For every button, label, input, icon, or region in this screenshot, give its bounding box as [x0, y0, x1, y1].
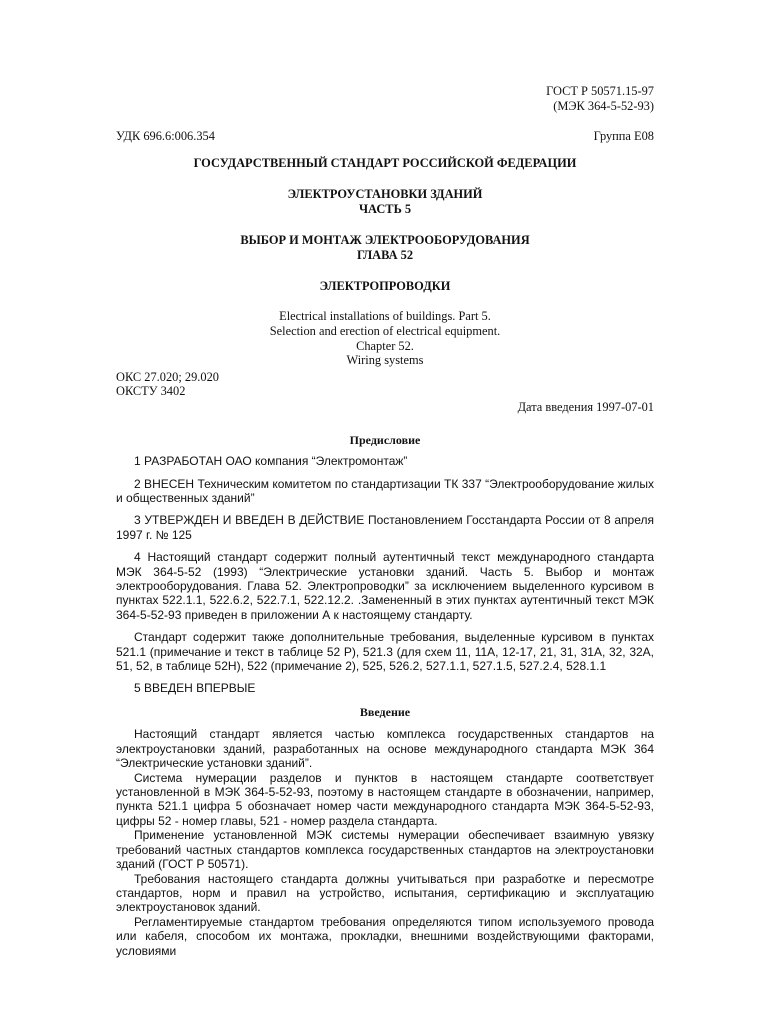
- english-title-line: Electrical installations of buildings. Part 5.: [279, 309, 491, 324]
- foreword-paragraph: 1 РАЗРАБОТАН ОАО компания “Электромонтаж”: [134, 454, 408, 469]
- introduction-paragraph: Требования настоящего стандарта должны учитываться при разработке и пересмотре стандартов, норм и правил на устройство, испытания, сертификацию и эксплуатацию электроустановок зданий.: [116, 871, 654, 915]
- classification-codes: [116, 370, 654, 399]
- udk-row: [116, 129, 654, 144]
- english-title-line: Selection and erection of electrical equipment.: [269, 324, 501, 338]
- foreword-title: Предисловие: [349, 432, 421, 447]
- title-block-1: [116, 187, 654, 216]
- introduction-paragraph: Применение установленной МЭК системы нумерации обеспечивает взаимную увязку требований частных стандартов комплекса государственных стандартов на электроустановки зданий (ГОСТ Р 50571).: [116, 828, 654, 872]
- foreword-paragraph: Стандарт содержит также дополнительные требования, выделенные курсивом в пунктах 521.1 (примечание и текст в таблице 52 Р), 521.3 (для схем 11, 11А, 12-17, 21, 31, 31А, 32, 32А, 51, 52, в таблице 52Н), 522 (примечание 2), 525, 526.2, 527.1.1, 527.1.5, 527.2.4, 528.1.1: [116, 630, 654, 674]
- introduction-paragraph: Система нумерации разделов и пунктов в настоящем стандарте соответствует установленной в МЭК 364-5-52-93, поэтому в настоящем стандарте в обозначении, например, пункта 521.1 цифра 5 обозначает номер части международного стандарта МЭК 364-5-52-93, цифры 52 - номер главы, 521 - номер раздела стандарта.: [116, 770, 654, 828]
- oks-code: ОКС 27.020; 29.020: [116, 369, 219, 384]
- document-page: [116, 84, 654, 958]
- foreword-paragraph: 4 Настоящий стандарт содержит полный аутентичный текст международного стандарта МЭК 364-5-52 (1993) “Электрические установки зданий. Часть 5. Выбор и монтаж электрооборудования. Глава 52. Электропроводки” за исключением выделенного курсивом в пунктах 522.1.1, 522.6.2, 522.7.1, 522.12.2. .Замененный в этих пунктах аутентичный текст МЭК 364-5-52-93 приведен в приложении А к настоящему стандарту.: [116, 550, 654, 622]
- title-wiring: ЭЛЕКТРОПРОВОДКИ: [319, 279, 451, 293]
- title-part: ЧАСТЬ 5: [358, 201, 412, 216]
- gost-code: ГОСТ Р 50571.15-97: [546, 84, 654, 98]
- title-block-3: [116, 279, 654, 293]
- english-title: [116, 309, 654, 367]
- english-title-line: Chapter 52.: [356, 338, 414, 353]
- title-chapter: ГЛАВА 52: [356, 247, 414, 262]
- okstu-code: ОКСТУ 3402: [116, 384, 186, 399]
- standard-codes: [116, 84, 654, 113]
- iec-code: (МЭК 364-5-52-93): [553, 98, 654, 113]
- group-code: Группа Е08: [593, 129, 654, 144]
- foreword-paragraph: 5 ВВЕДЕН ВПЕРВЫЕ: [134, 681, 256, 696]
- introduction-title: Введение: [359, 704, 411, 719]
- foreword-paragraph: 2 ВНЕСЕН Техническим комитетом по стандартизации ТК 337 “Электрооборудование жилых и общественных зданий”: [116, 476, 654, 505]
- state-standard-title: ГОСУДАРСТВЕННЫЙ СТАНДАРТ РОССИЙСКОЙ ФЕДЕРАЦИИ: [193, 155, 577, 170]
- introduction-date: Дата введения 1997-07-01: [517, 399, 654, 414]
- introduction-paragraph: Настоящий стандарт является частью комплекса государственных стандартов на электроустановки зданий, разработанных на основе международного стандарта МЭК 364 “Электрические установки зданий”.: [116, 727, 654, 771]
- title-selection: ВЫБОР И МОНТАЖ ЭЛЕКТРООБОРУДОВАНИЯ: [240, 233, 530, 248]
- english-title-line: Wiring systems: [346, 353, 424, 368]
- foreword-paragraph: 3 УТВЕРЖДЕН И ВВЕДЕН В ДЕЙСТВИЕ Постановлением Госстандарта России от 8 апреля 1997 г. № 125: [116, 513, 654, 542]
- udk-code: УДК 696.6:006.354: [116, 129, 215, 144]
- title-electrical-installations: ЭЛЕКТРОУСТАНОВКИ ЗДАНИЙ: [287, 187, 483, 202]
- title-block-2: [116, 233, 654, 262]
- introduction-paragraph: Регламентируемые стандартом требования определяются типом используемого провода или кабеля, способом их монтажа, прокладки, внешними воздействующими факторами, условиями: [116, 914, 654, 958]
